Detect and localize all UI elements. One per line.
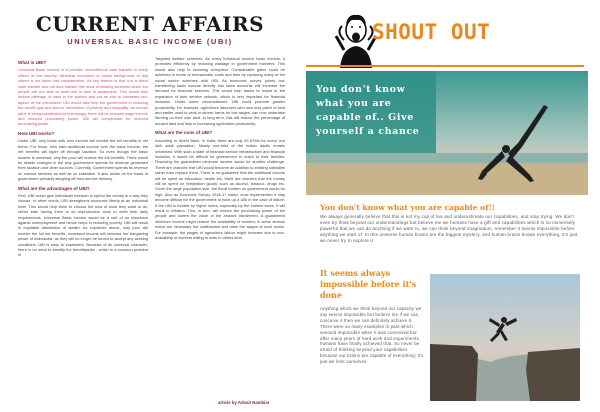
shout-out-title: SHOUT OUT <box>372 20 491 44</box>
article-column-1 <box>18 56 148 261</box>
heading-what-is-ubi: What is UBI? <box>18 60 47 65</box>
title-divider <box>306 65 584 67</box>
right-page <box>300 0 600 412</box>
section-heading-capable: You don't know what you are capable of!! <box>320 203 496 212</box>
section-heading-impossible: It seems always impossible before it's done <box>320 268 417 300</box>
article-byline: article by Advait Nambiar <box>218 400 270 405</box>
hero-quote: You don't know what you are capable of.. Give yourself a chance <box>316 84 420 137</box>
paragraph-advantages: First, UBI would give individuals freedom to spend the money in a way they choose. In other words, UBI strengthens economic liberty at an individual level. This would help them to choose the kind of work they want to do, rather than having them to do unproductive work to meet their daily requirements. Universal Basic Income would be a sort of an insurance against unemployment and hence helps in reducing poverty. UBI will result in equitable distribution of wealth. As explained above, only poor will receive the full net benefits, increased income will increase the bargaining power of individuals; as they will no longer be forced to accept any working conditions. UBI is easy to implement. Because of its universal character, there is no need to identify the beneficiaries - which is a common problem in <box>18 192 148 258</box>
heading-cons: What are the cons of UBI? <box>155 130 213 136</box>
heading-how-ubi-works: How UBI works? <box>18 130 55 136</box>
cliff-jump-photo <box>430 274 580 401</box>
paragraph-how-ubi-works: Under UBI, only those with zero income will receive the full benefits in net terms. For those, who earn additional income over the basic income, the net benefits will taper off through taxation. So even though the basic income is universal, only the poor will receive the full benefits. There would be drastic changes in the way government spends its revenue generated from taxation and other sources. Currently, Government spends its revenue on various services as well as on subsidies. It also works on the basis of government primarily stepping off from service delivery. <box>18 138 148 182</box>
section-intro: We always generally believe that this is not my cup of tea and underestimate our capabilities, and stop trying. We don't even try think beyond our understandings but believe me we humans have a gift and capabilities which is so immensely powerful that we can do anything if we want to, we can think beyond imagination, remember it seems impossible before anything we start of. In this universe human brains are the biggest mystery, and human brains knows everything, It's just we never try to explore it. <box>320 214 578 243</box>
page-subtitle: UNIVERSAL BASIC INCOME (UBI) <box>67 37 233 46</box>
paragraph-what-is-ubi: Universal Basic Income is a periodic unconditional cash transfer to every citizen of the country. Whereas economic or social background of any citizen is not taken into consideration. It's key feature is that it is a direct cash transfer and not kind transfer like most of existing schemes which the people are not able to avail due to lack of awareness. This would also reduce pilferage of cash in the system and put an end to unwanted red-tapism of the executives. UBI would also help the government in reducing the wealth gap and also in elimination of poverty and inequality. As human labor is being substituted by technology, there will be reduced wage income and reduced purchasing power. UBI will compensate for reduced purchasing power. <box>18 67 148 127</box>
paragraph-continued: Targeted welfare schemes. As every individual receive basic income, it promotes efficiency by reducing wastage in government transfers. This would also help in reducing corruption. Considerable gains could be achieved in terms of bureaucratic costs and time by replacing many of the social sector schemes with UBI. As economic survey points out, transferring basic income directly into bank accounts will increase the demand for financial services. This would help banks to invest in the expansion of their service network, which is very important for financial inclusion. Under some circumstances, UBI could promote greater productivity. For example, agriculture labourers who own only patch of land and earlier used to work in others' farms for low wages, can now undertake farming on their own land. In long term, this will reduce the percentage of unused land and help in increasing agriculture productivity. <box>155 56 285 126</box>
heading-advantages: What are the advantages of UBI? <box>18 185 90 191</box>
paragraph-cons: According to World Bank, in India, there are only 20 ATMs for every one lakh adult population. Nearly one-third of the Indian adults remain unbanked. With such a state of financial service infrastructure and financial inclusion, it would be difficult for government to reach to their families. Financing the guaranteed minimum income would be another challenge. There are chances that UBI would become an addition to existing subsidies rather than replace them. There is no guarantee that the additional income will be spent on education, health etc, there are chances that the money will be spent on 'temptation goods' such as alcohol, tobacco, drugs etc. Given the large population size, the fiscal burden on government would be high. Also as Economic Survey 2016-17 noted, once implemented it may become difficult for the government to wind up a UBI in the case of failure. If the UBI is funded by higher taxes, especially by the indirect taxes, it will result in inflation. This, in turn, will reduce the purchasing power of the people and lowers the value of the amount transferred. A guaranteed minimum income might reduce the availability of workers in some sectors which are necessary but unattractive and raise the wages of such works. For example, the wages of agriculture labour might increase due to non-availability of workers willing to work in others farm. <box>155 137 285 240</box>
article-column-2 <box>155 56 285 243</box>
page-title: CURRENT AFFAIRS <box>35 12 265 36</box>
masthead <box>0 12 300 46</box>
section-body-impossible: Anything which we think beyond our capacity we say seems impossible but believe me if we can conceive it then we can definitely achieve it. There were so many examples in past which seemed impossible when it was conceived but after many years of hard work and experiments, humans have finally achieved that. So never be afraid of thinking beyond your capabilities because our brains are capable of everything; it's just we limit ourselves. <box>320 306 424 365</box>
hero-banner <box>306 71 588 195</box>
